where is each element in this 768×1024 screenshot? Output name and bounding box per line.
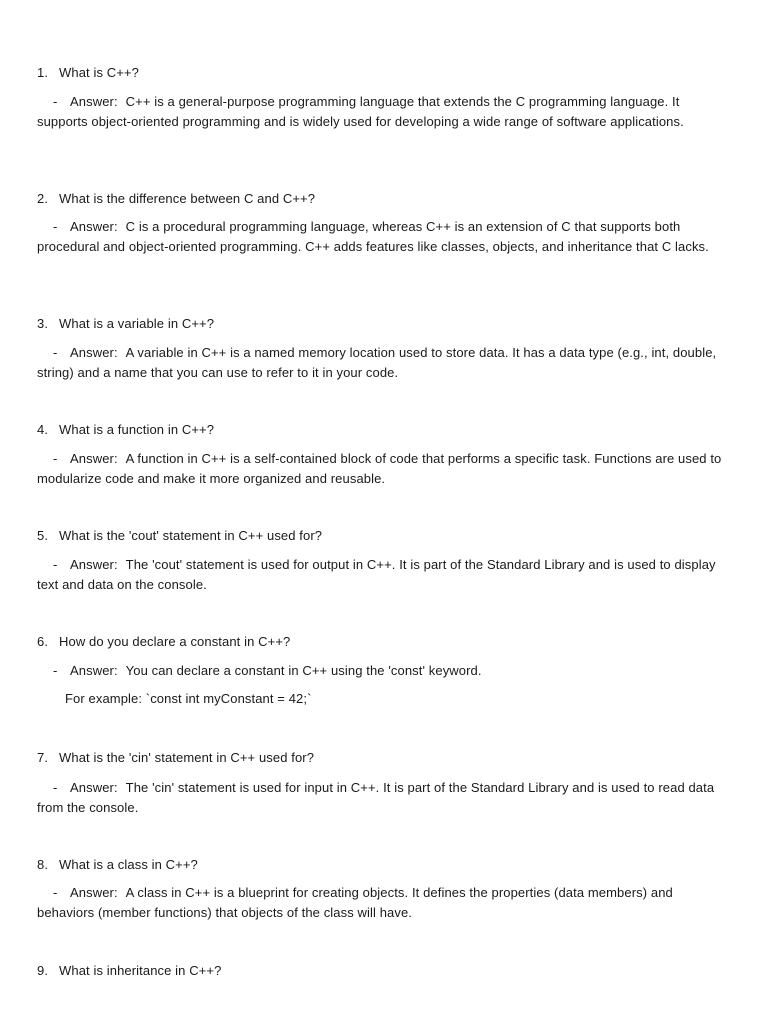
- answer-text: C++ is a general-purpose programming language that extends the C programming language. It supports object-oriented programming and is widely used for developing a wide range of software applications.: [37, 94, 684, 129]
- question-number: 7.: [37, 750, 49, 765]
- question-8: [37, 855, 737, 875]
- answer-text: The 'cin' statement is used for input in C++. It is part of the Standard Library and is used to read data from the console.: [37, 780, 715, 815]
- question-text: What is the difference between C and C++?: [59, 191, 316, 206]
- question-number: 2.: [37, 191, 49, 206]
- question-text: What is a class in C++?: [59, 857, 198, 872]
- bullet-dash: -: [53, 345, 58, 360]
- question-text: What is the 'cout' statement in C++ used for?: [59, 528, 323, 543]
- answer-label: Answer:: [70, 345, 118, 360]
- answer-3: [37, 343, 732, 382]
- answer-text: A variable in C++ is a named memory location used to store data. It has a data type (e.g., int, double, string) and a name that you can use to refer to it in your code.: [37, 345, 717, 380]
- answer-label: Answer:: [70, 557, 118, 572]
- answer-text: A function in C++ is a self-contained block of code that performs a specific task. Functions are used to modularize code and make it more organized and reusable.: [37, 451, 722, 486]
- answer-label: Answer:: [70, 219, 118, 234]
- question-text: What is a function in C++?: [59, 422, 215, 437]
- question-6: [37, 632, 737, 652]
- question-9: [37, 961, 737, 981]
- answer-6: [37, 661, 732, 681]
- answer-4: [37, 449, 732, 488]
- code-example: For example: `const int myConstant = 42;`: [65, 691, 312, 706]
- answer-text: C is a procedural programming language, whereas C++ is an extension of C that supports both procedural and object-oriented programming. C++ adds features like classes, objects, and inheritance that C lacks.: [37, 219, 709, 254]
- bullet-dash: -: [53, 885, 58, 900]
- answer-5: [37, 555, 732, 594]
- question-number: 5.: [37, 528, 49, 543]
- question-number: 8.: [37, 857, 49, 872]
- question-number: 6.: [37, 634, 49, 649]
- bullet-dash: -: [53, 663, 58, 678]
- bullet-dash: -: [53, 780, 58, 795]
- question-3: [37, 314, 737, 334]
- bullet-dash: -: [53, 557, 58, 572]
- question-number: 9.: [37, 963, 49, 978]
- answer-label: Answer:: [70, 451, 118, 466]
- answer-label: Answer:: [70, 885, 118, 900]
- question-5: [37, 526, 737, 546]
- answer-label: Answer:: [70, 780, 118, 795]
- answer-2: [37, 217, 732, 256]
- answer-label: Answer:: [70, 94, 118, 109]
- answer-text: A class in C++ is a blueprint for creating objects. It defines the properties (data members) and behaviors (member functions) that objects of the class will have.: [37, 885, 673, 920]
- answer-label: Answer:: [70, 663, 118, 678]
- question-2: [37, 189, 737, 209]
- answer-7: [37, 778, 732, 817]
- bullet-dash: -: [53, 451, 58, 466]
- answer-8: [37, 883, 732, 922]
- question-number: 1.: [37, 65, 49, 80]
- question-text: What is C++?: [59, 65, 139, 80]
- question-number: 3.: [37, 316, 49, 331]
- answer-text: The 'cout' statement is used for output in C++. It is part of the Standard Library and is used to display text and data on the console.: [37, 557, 716, 592]
- question-text: What is a variable in C++?: [59, 316, 215, 331]
- bullet-dash: -: [53, 94, 58, 109]
- question-number: 4.: [37, 422, 49, 437]
- answer-text: You can declare a constant in C++ using the 'const' keyword.: [125, 663, 482, 678]
- question-7: [37, 748, 737, 768]
- question-4: [37, 420, 737, 440]
- answer-1: [37, 92, 732, 131]
- question-text: What is inheritance in C++?: [59, 963, 222, 978]
- question-1: [37, 63, 737, 83]
- bullet-dash: -: [53, 219, 58, 234]
- question-text: What is the 'cin' statement in C++ used for?: [59, 750, 315, 765]
- question-text: How do you declare a constant in C++?: [59, 634, 291, 649]
